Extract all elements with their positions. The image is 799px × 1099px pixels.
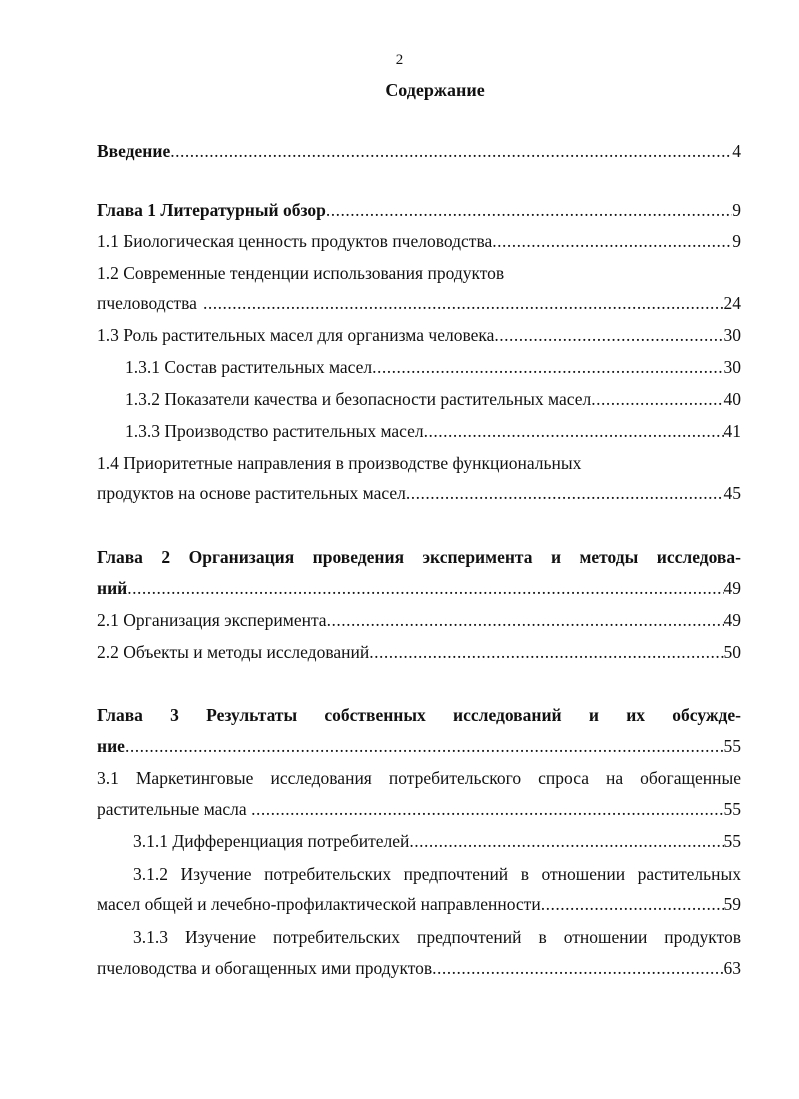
word: предпочтений	[416, 927, 522, 947]
toc-leader	[591, 389, 723, 410]
toc-leader	[409, 831, 723, 852]
toc-leader	[326, 200, 732, 221]
word: исследования	[270, 768, 372, 788]
word: спроса	[538, 768, 589, 788]
page-title: Содержание	[385, 80, 485, 100]
word: и	[550, 547, 562, 567]
toc-page: 30	[723, 325, 741, 345]
toc-entry-1-2[interactable]	[97, 293, 741, 317]
word: растительных	[637, 864, 741, 884]
toc-entry-chapter-2[interactable]	[97, 578, 741, 602]
toc-page: 30	[723, 357, 741, 377]
word: 3.1	[97, 768, 119, 788]
toc-label: 2.1 Организация эксперимента	[97, 610, 327, 630]
word: обсужде-	[672, 705, 741, 725]
page-number: 2	[395, 52, 404, 68]
toc-label: 1.1 Биологическая ценность продуктов пчеловодства	[97, 231, 493, 251]
word: 3.1.2	[133, 864, 168, 884]
word: Результаты	[206, 705, 298, 725]
toc-entry-chapter-1[interactable]	[97, 200, 741, 224]
toc-entry-3-1-2-line1[interactable]	[133, 864, 741, 885]
toc-label: масел общей и лечебно-профилактической направленности	[97, 894, 541, 914]
toc-entry-1-1[interactable]	[97, 231, 741, 255]
toc-label: пчеловодства	[97, 293, 197, 313]
toc-page: 49	[723, 578, 741, 598]
toc-label: 2.2 Объекты и методы исследований	[97, 642, 370, 662]
word: Организация	[188, 547, 295, 567]
word: проведения	[312, 547, 405, 567]
word: отношении	[541, 864, 626, 884]
toc-label: пчеловодства и обогащенных ими продуктов	[97, 958, 433, 978]
toc-page: 50	[723, 642, 741, 662]
toc-leader	[203, 293, 724, 314]
word: 3	[170, 705, 179, 725]
toc-page: 55	[723, 736, 741, 756]
toc-leader	[432, 958, 723, 979]
toc-leader	[170, 141, 732, 162]
toc-page: 4	[732, 141, 741, 161]
word: исследова-	[656, 547, 741, 567]
toc-label: продуктов на основе растительных масел	[97, 483, 406, 503]
toc-entry-1-3[interactable]	[97, 325, 741, 349]
toc-leader	[492, 231, 732, 252]
toc-leader	[372, 357, 723, 378]
word: Изучение	[184, 927, 256, 947]
toc-page: 55	[723, 831, 741, 851]
toc-entry-1-2-line1[interactable]: 1.2 Современные тенденции использования продуктов	[97, 263, 505, 283]
word: в	[538, 927, 547, 947]
toc-entry-1-4[interactable]	[97, 483, 741, 507]
toc-entry-intro[interactable]	[97, 141, 741, 165]
toc-leader	[127, 578, 723, 599]
toc-entry-3-1-3[interactable]	[97, 958, 741, 982]
toc-label: Введение	[97, 141, 171, 161]
word: предпочтений	[403, 864, 509, 884]
toc-entry-3-1[interactable]	[97, 799, 741, 823]
toc-entry-1-3-2[interactable]	[125, 389, 741, 413]
toc-leader	[494, 325, 723, 346]
word: эксперимента	[422, 547, 533, 567]
toc-page: 63	[723, 958, 741, 978]
toc-page: 40	[723, 389, 741, 409]
toc-label: Глава 1 Литературный обзор	[97, 200, 326, 220]
toc-label: ние	[97, 736, 125, 756]
toc-entry-2-1[interactable]	[97, 610, 741, 634]
toc-entry-chapter-2-line1[interactable]	[97, 547, 741, 568]
word: 3.1.3	[133, 927, 168, 947]
toc-page: 24	[723, 293, 741, 313]
toc-label: ний	[97, 578, 128, 598]
toc-entry-1-4-line1[interactable]: 1.4 Приоритетные направления в производстве функциональных	[97, 453, 582, 473]
word: собственных	[324, 705, 426, 725]
toc-leader	[369, 642, 723, 663]
toc-entry-chapter-3-line1[interactable]	[97, 705, 741, 726]
toc-page: 59	[723, 894, 741, 914]
word: Изучение	[180, 864, 252, 884]
toc-label: 1.3.3 Производство растительных масел	[125, 421, 424, 441]
toc-label: 3.1.1 Дифференциация потребителей	[133, 831, 410, 851]
toc-leader	[406, 483, 724, 504]
toc-page: 55	[723, 799, 741, 819]
toc-entry-3-1-2[interactable]	[97, 894, 741, 918]
toc-page: 9	[732, 200, 741, 220]
toc-leader	[251, 799, 723, 820]
word: методы	[579, 547, 639, 567]
toc-label: растительные масла	[97, 799, 252, 819]
toc-entry-3-1-3-line1[interactable]	[133, 927, 741, 948]
word: Маркетинговые	[135, 768, 254, 788]
word: потребительского	[388, 768, 522, 788]
word: их	[626, 705, 646, 725]
word: Глава	[97, 705, 143, 725]
word: исследований	[453, 705, 562, 725]
word: и	[588, 705, 599, 725]
word: 2	[161, 547, 171, 567]
toc-leader	[541, 894, 724, 915]
word: на	[605, 768, 624, 788]
toc-leader	[327, 610, 724, 631]
word: потребительских	[272, 927, 400, 947]
word: обогащенные	[640, 768, 741, 788]
toc-page: 9	[732, 231, 741, 251]
toc-page: 49	[723, 610, 741, 630]
toc-label: 1.3.1 Состав растительных масел	[125, 357, 373, 377]
toc-entry-2-2[interactable]	[97, 642, 741, 666]
toc-label: 1.3 Роль растительных масел для организма человека	[97, 325, 495, 345]
toc-entry-3-1-1[interactable]	[133, 831, 741, 855]
toc-entry-chapter-3[interactable]	[97, 736, 741, 760]
toc-page: 41	[723, 421, 741, 441]
toc-label: 1.3.2 Показатели качества и безопасности растительных масел	[125, 389, 592, 409]
word: Глава	[97, 547, 143, 567]
word: в	[520, 864, 529, 884]
toc-leader	[125, 736, 724, 757]
toc-leader	[424, 421, 724, 442]
toc-page: 45	[723, 483, 741, 503]
toc-entry-1-3-3[interactable]	[125, 421, 741, 445]
word: продуктов	[664, 927, 741, 947]
toc-entry-1-3-1[interactable]	[125, 357, 741, 381]
toc-entry-3-1-line1[interactable]	[97, 768, 741, 789]
word: отношении	[563, 927, 648, 947]
word: потребительских	[264, 864, 392, 884]
